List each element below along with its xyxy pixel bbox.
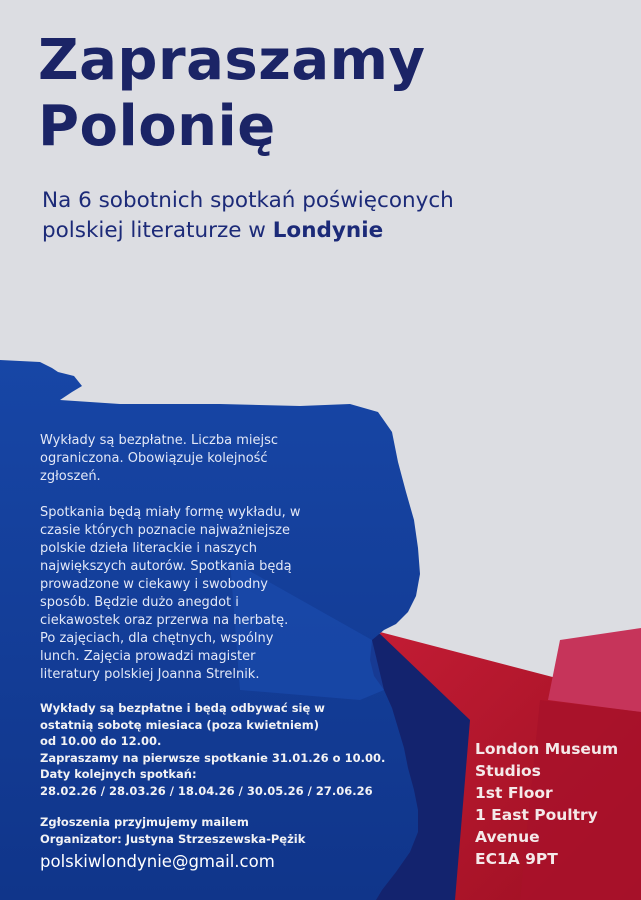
schedule-line: ostatnią sobotę miesiaca (poza kwietniem) bbox=[40, 717, 319, 732]
description-paragraph bbox=[40, 504, 370, 684]
venue-line: Studios bbox=[475, 762, 541, 780]
schedule-line: Zapraszamy na pierwsze spotkanie 31.01.26 o 10.00. bbox=[40, 750, 386, 765]
page-title bbox=[38, 28, 425, 160]
description-line: prowadzone w ciekawy i swobodny bbox=[40, 577, 269, 592]
subtitle-line-2 bbox=[42, 216, 454, 246]
description-line: lunch. Zajęcia prowadzi magister bbox=[40, 649, 256, 664]
schedule-details bbox=[40, 700, 440, 799]
subtitle-line-1: Na 6 sobotnich spotkań poświęconych bbox=[42, 188, 454, 213]
description-line: Po zajęciach, dla chętnych, wspólny bbox=[40, 631, 274, 646]
description-line: największych autorów. Spotkania będą bbox=[40, 559, 292, 574]
description-line: sposób. Będzie dużo anegdot i bbox=[40, 595, 239, 610]
venue-line: 1st Floor bbox=[475, 784, 553, 802]
subtitle-line-2-prefix: polskiej literaturze w bbox=[42, 218, 273, 243]
email-link[interactable]: polskiwlondynie@gmail.com bbox=[40, 852, 275, 871]
intro-line: Wykłady są bezpłatne. Liczba miejsc bbox=[40, 433, 279, 448]
venue-postcode: EC1A 9PT bbox=[475, 850, 558, 868]
description-line: ciekawostek oraz przerwa na herbatę. bbox=[40, 613, 289, 628]
venue-line: London Museum bbox=[475, 740, 619, 758]
contact-line: Zgłoszenia przyjmujemy mailem bbox=[40, 815, 249, 829]
subtitle bbox=[42, 186, 454, 246]
intro-line: zgłoszeń. bbox=[40, 469, 101, 484]
description-line: Spotkania będą miały formę wykładu, w bbox=[40, 505, 301, 520]
intro-paragraph bbox=[40, 432, 370, 486]
venue-line: 1 East Poultry bbox=[475, 806, 598, 824]
contact-info bbox=[40, 814, 305, 847]
schedule-dates: 28.02.26 / 28.03.26 / 18.04.26 / 30.05.26 / 27.06.26 bbox=[40, 783, 373, 798]
description-line: czasie których poznacie najważniejsze bbox=[40, 523, 291, 538]
subtitle-city: Londynie bbox=[272, 218, 384, 243]
description-line: literatury polskiej Joanna Strelnik. bbox=[40, 667, 260, 682]
red-panel-light bbox=[548, 628, 641, 712]
schedule-line: Wykłady są bezpłatne i będą odbywać się w bbox=[40, 701, 325, 715]
venue-address bbox=[475, 738, 618, 870]
schedule-line: Daty kolejnych spotkań: bbox=[40, 767, 197, 781]
schedule-line: od 10.00 do 12.00. bbox=[40, 734, 162, 748]
intro-line: ograniczona. Obowiązuje kolejność bbox=[40, 451, 268, 466]
title-line-2: Polonię bbox=[38, 94, 276, 159]
organizer-line: Organizator: Justyna Strzeszewska-Pężik bbox=[40, 831, 306, 846]
description-line: polskie dzieła literackie i naszych bbox=[40, 541, 258, 556]
title-line-1: Zapraszamy bbox=[38, 28, 426, 93]
venue-line: Avenue bbox=[475, 828, 540, 846]
